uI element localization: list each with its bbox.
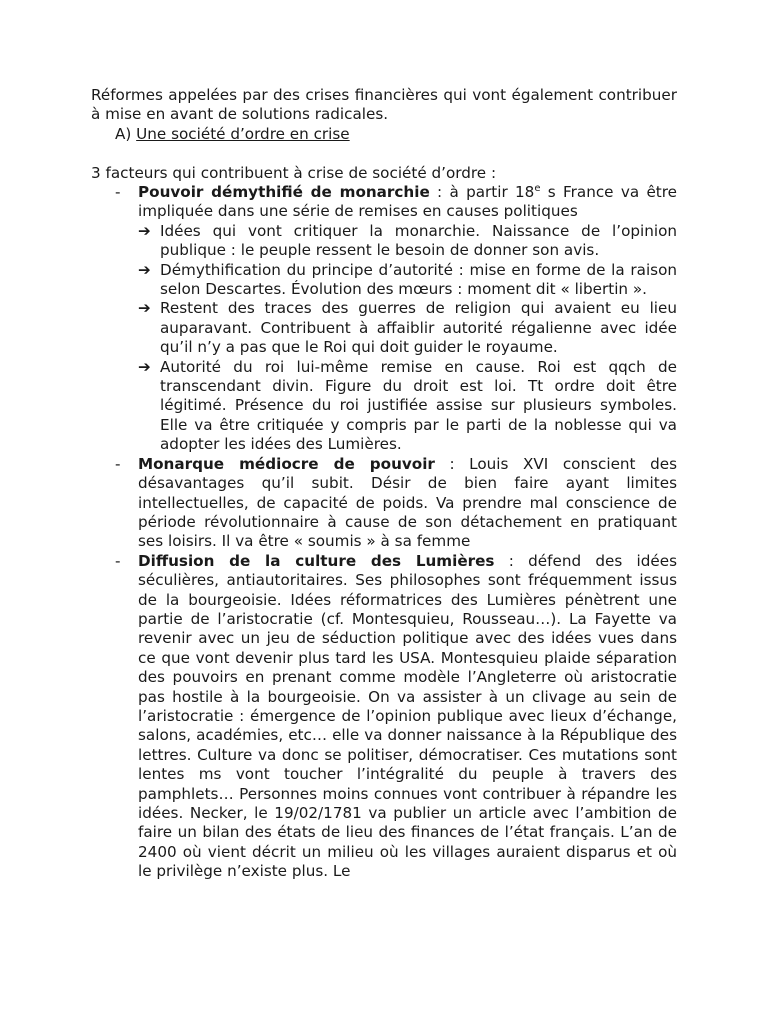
arrow-text: Autorité du roi lui-même remise en cause. Roi est qqch de transcendant divin. Figure du droit est loi. Tt ordre doit être légitimé. Présence du roi justifiée assise sur plusieurs symboles. Elle va être critiquée y compris par le parti de la noblesse qui va adopter les idées des Lumières.: [160, 357, 677, 454]
bullet-item: [91, 552, 677, 882]
bullet-text: s France va être impliquée dans une série de remises en causes politiques: [138, 183, 677, 221]
bullet-text: : défend des idées séculières, antiautoritaires. Ses philosophes sont fréquemment issus de la bourgeoisie. Idées réformatrices des Lumières pénètrent une partie de l’aristocratie (cf. Montesquieu, Rousseau…). La Fayette va revenir avec un jeu de séduction politique avec des idées vues dans ce que vont devenir plus tard les USA. Montesquieu plaide séparation des pouvoirs en prenant comme modèle l’Angleterre où aristocratie pas hostile à la bourgeoisie. On va assister à un clivage au sein de l’aristocratie : émergence de l’opinion publique avec lieux d’échange, salons, académies, etc… elle va donner naissance à la République des lettres. Culture va donc se politiser, démocratiser. Ces mutations sont lentes ms vont toucher l’intégralité du peuple à travers des pamphlets… Personnes moins connues vont contribuer à répandre les idées. Necker, le 19/02/1781 va publier un article avec l’ambition de faire un bilan des états de lieu des finances de l’état français. L’an de 2400 où vient décrit un milieu où les villages auraient disparus et où le privilège n’existe plus. Le: [138, 551, 678, 881]
arrow-item: [91, 222, 677, 261]
document-page: [91, 86, 677, 882]
arrow-item: [91, 358, 677, 455]
bullet-heading: Monarque médiocre de pouvoir: [138, 454, 435, 473]
bullet-heading: Pouvoir démythifié de monarchie: [138, 183, 430, 202]
bullet-dash: -: [115, 454, 121, 473]
section-heading: [91, 125, 677, 144]
section-title: Une société d’ordre en crise: [136, 124, 350, 143]
arrow-item: [91, 299, 677, 357]
arrow-item: [91, 261, 677, 300]
intro-paragraph: Réformes appelées par des crises financières qui vont également contribuer à mise en avant de solutions radicales.: [91, 86, 677, 124]
arrow-icon: ➔: [138, 299, 151, 318]
arrow-icon: ➔: [138, 260, 151, 279]
arrow-text: Démythification du principe d’autorité : mise en forme de la raison selon Descartes. Évolution des mœurs : moment dit « libertin ».: [160, 260, 677, 299]
bullet-dash: -: [115, 551, 121, 570]
bullet-text: : à partir 18: [429, 183, 535, 202]
bullet-dash: -: [115, 183, 121, 202]
bullet-heading: Diffusion de la culture des Lumières: [138, 551, 495, 570]
arrow-icon: ➔: [138, 357, 151, 376]
bullet-item: [91, 455, 677, 552]
bullet-item: [91, 183, 677, 222]
arrow-icon: ➔: [138, 221, 151, 240]
superscript: e: [534, 182, 541, 194]
section-marker: A): [115, 124, 132, 143]
bullet-text: : Louis XVI conscient des désavantages qu’il subit. Désir de bien faire ayant limites intellectuelles, de capacité de poids. Va prendre mal conscience de période révolutionnaire à cause de son détachement en pratiquant ses loisirs. Il va être « soumis » à sa femme: [138, 454, 677, 551]
arrow-text: Restent des traces des guerres de religion qui avaient eu lieu auparavant. Contribuent à affaiblir autorité régalienne avec idée qu’il n’y a pas que le Roi qui doit guider le royaume.: [160, 299, 677, 357]
factors-intro: 3 facteurs qui contribuent à crise de société d’ordre :: [91, 163, 497, 182]
arrow-text: Idées qui vont critiquer la monarchie. Naissance de l’opinion publique : le peuple ressent le besoin de donner son avis.: [160, 221, 677, 260]
blank-line: [91, 144, 677, 163]
